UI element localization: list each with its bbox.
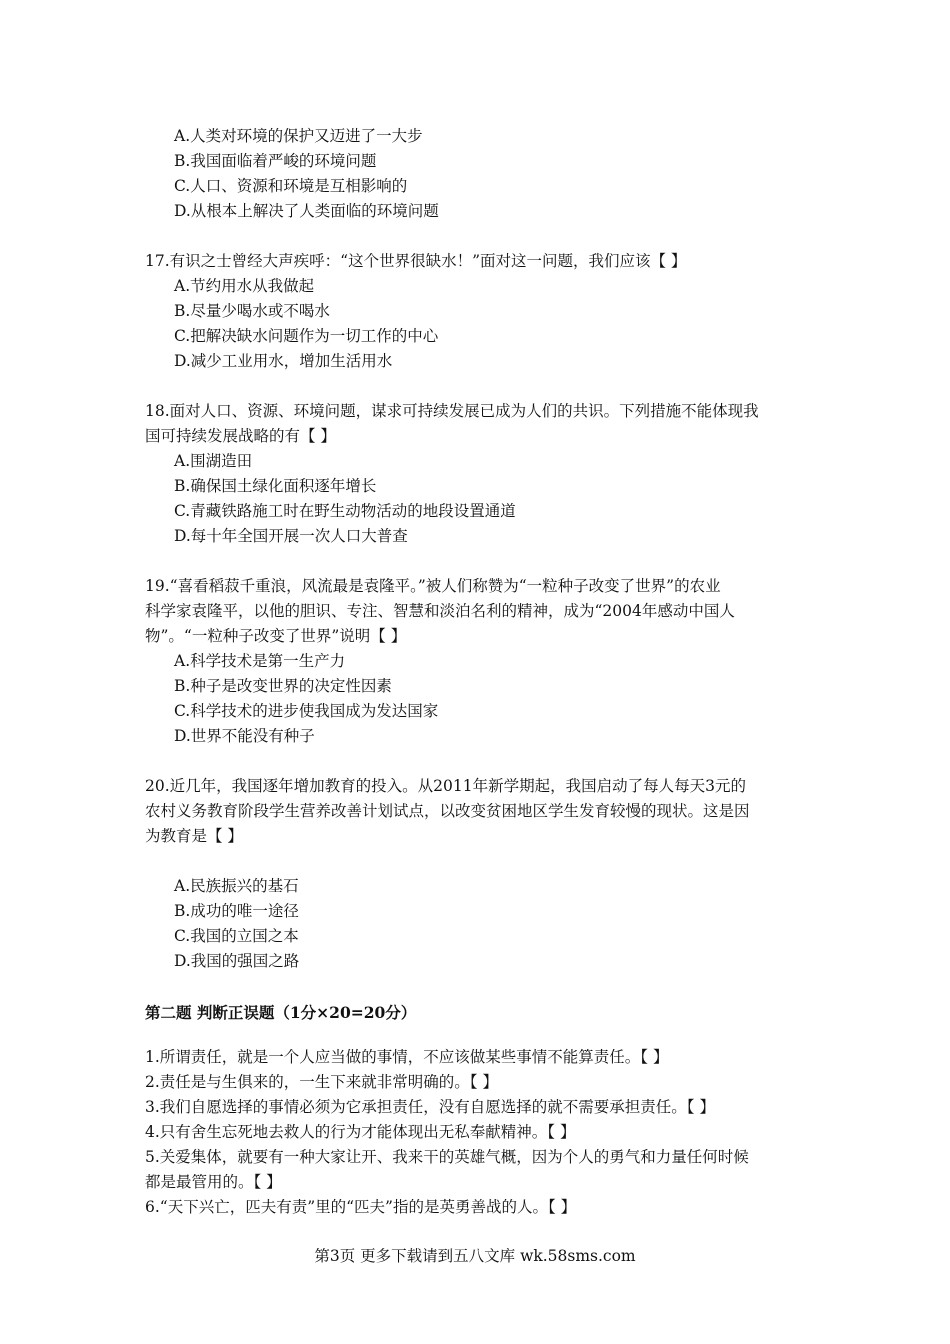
q19-option-a: A.科学技术是第一生产力 bbox=[174, 652, 346, 670]
q20-option-d: D.我国的强国之路 bbox=[174, 952, 300, 970]
page-footer: 第3页 更多下载请到五八文库 wk.58sms.com bbox=[314, 1247, 636, 1265]
q16-option-b: B.我国面临着严峻的环境问题 bbox=[174, 152, 377, 170]
q17-option-b: B.尽量少喝水或不喝水 bbox=[174, 302, 330, 320]
q20-stem-line-3: 为教育是【 】 bbox=[145, 827, 243, 845]
q19-option-d: D.世界不能没有种子 bbox=[174, 727, 315, 745]
tf-item-2: 2.责任是与生俱来的，一生下来就非常明确的。【 】 bbox=[145, 1073, 498, 1091]
q18-option-d: D.每十年全国开展一次人口大普查 bbox=[174, 527, 408, 545]
q20-option-b: B.成功的唯一途径 bbox=[174, 902, 299, 920]
q17-option-a: A.节约用水从我做起 bbox=[174, 277, 315, 295]
section-2-title: 第二题 判断正误题（1分×20=20分） bbox=[145, 1003, 417, 1022]
q18-option-c: C.青藏铁路施工时在野生动物活动的地段设置通道 bbox=[174, 502, 516, 520]
q16-option-c: C.人口、资源和环境是互相影响的 bbox=[174, 177, 408, 195]
q19-stem-line-3: 物”。“一粒种子改变了世界”说明【 】 bbox=[145, 627, 407, 645]
tf-item-5-line-2: 都是最管用的。【 】 bbox=[145, 1173, 282, 1191]
q19-stem-line-2: 科学家袁隆平，以他的胆识、专注、智慧和淡泊名利的精神，成为“2004年感动中国人 bbox=[145, 602, 735, 620]
q18-option-b: B.确保国土绿化面积逐年增长 bbox=[174, 477, 377, 495]
q17-stem-line-1: 17.有识之士曾经大声疾呼：“这个世界很缺水！”面对这一问题，我们应该【 】 bbox=[145, 252, 687, 270]
q20-stem-line-1: 20.近几年，我国逐年增加教育的投入。从2011年新学期起，我国启动了每人每天3元的 bbox=[145, 777, 746, 795]
q17-option-c: C.把解决缺水问题作为一切工作的中心 bbox=[174, 327, 439, 345]
q17-option-d: D.减少工业用水，增加生活用水 bbox=[174, 352, 393, 370]
q20-stem-line-2: 农村义务教育阶段学生营养改善计划试点，以改变贫困地区学生发育较慢的现状。这是因 bbox=[145, 802, 750, 820]
q16-option-d: D.从根本上解决了人类面临的环境问题 bbox=[174, 202, 439, 220]
tf-item-3: 3.我们自愿选择的事情必须为它承担责任，没有自愿选择的就不需要承担责任。【 】 bbox=[145, 1098, 715, 1116]
q19-option-b: B.种子是改变世界的决定性因素 bbox=[174, 677, 392, 695]
q16-option-a: A.人类对环境的保护又迈进了一大步 bbox=[174, 127, 423, 145]
tf-item-5-line-1: 5.关爱集体，就要有一种大家让开、我来干的英雄气概，因为个人的勇气和力量任何时候 bbox=[145, 1148, 749, 1166]
q19-option-c: C.科学技术的进步使我国成为发达国家 bbox=[174, 702, 439, 720]
q18-stem-line-2: 国可持续发展战略的有【 】 bbox=[145, 427, 336, 445]
q19-stem-line-1: 19.“喜看稻菽千重浪，风流最是袁隆平。”被人们称赞为“一粒种子改变了世界”的农业 bbox=[145, 577, 721, 595]
tf-item-6: 6.“天下兴亡，匹夫有责”里的“匹夫”指的是英勇善战的人。【 】 bbox=[145, 1198, 577, 1216]
q18-option-a: A.围湖造田 bbox=[174, 452, 253, 470]
q20-option-c: C.我国的立国之本 bbox=[174, 927, 299, 945]
tf-item-4: 4.只有舍生忘死地去救人的行为才能体现出无私奉献精神。【 】 bbox=[145, 1123, 576, 1141]
q20-option-a: A.民族振兴的基石 bbox=[174, 877, 299, 895]
tf-item-1: 1.所谓责任，就是一个人应当做的事情，不应该做某些事情不能算责任。【 】 bbox=[145, 1048, 669, 1066]
q18-stem-line-1: 18.面对人口、资源、环境问题，谋求可持续发展已成为人们的共识。下列措施不能体现我 bbox=[145, 402, 759, 420]
